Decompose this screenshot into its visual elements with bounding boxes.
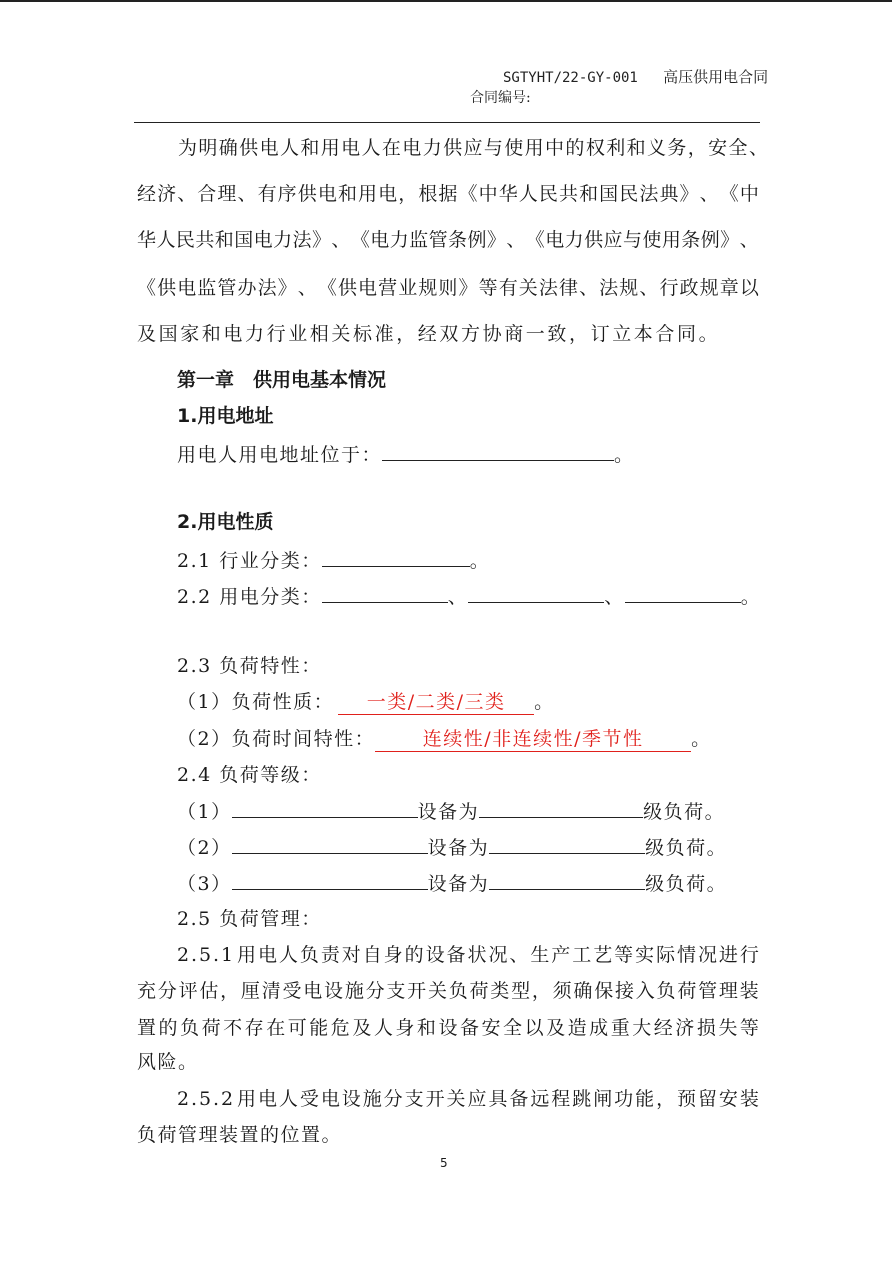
- section-heading: 2.4 负荷等级：: [177, 764, 322, 786]
- page-number: 5: [440, 1156, 448, 1170]
- section-heading: 1.用电地址: [177, 405, 274, 427]
- industry-input-blank[interactable]: [322, 548, 470, 567]
- contract-number-label: 合同编号:: [470, 90, 531, 106]
- punct: 。: [740, 586, 762, 608]
- equipment-blank[interactable]: [232, 871, 428, 890]
- row-tail-label: 级负荷。: [645, 873, 728, 895]
- paragraph-line: 风险。: [137, 1051, 199, 1073]
- section-heading: 2.3 负荷特性：: [177, 655, 322, 677]
- row-tail-label: 级负荷。: [645, 837, 728, 859]
- paragraph-line: 负荷管理装置的位置。: [137, 1124, 343, 1146]
- contract-code: SGTYHT/22-GY-001: [503, 70, 638, 86]
- preamble-line: 及国家和电力行业相关标准，经双方协商一致，订立本合同。: [137, 323, 721, 345]
- preamble-line: 为 明 确 供 电 人 和 用 电 人 在 电 力 供 应 与 使 用 中 的 权 利 和 义 务 ， 安 全 、: [178, 137, 768, 159]
- row-number: （2）: [177, 837, 232, 859]
- load-nature-label: （1）负荷性质：: [177, 691, 335, 713]
- row-number: （3）: [177, 873, 232, 895]
- preamble-line: 经 济 、 合 理 、 有 序 供 电 和 用 电 ， 根 据 《 中 华 人 民 共 和 国 民 法 典 》 、 《 中: [137, 183, 759, 205]
- row-mid-label: 设备为: [427, 837, 490, 859]
- punct: 、: [447, 586, 469, 608]
- level-blank[interactable]: [479, 799, 643, 818]
- paragraph-line: 2 . 5 . 1 用 电 人 负 责 对 自 身 的 设 备 状 况 、 生 产 工 艺 等 实 际 情 况 进 行: [177, 944, 759, 966]
- row-number: （1）: [177, 801, 232, 823]
- address-input-blank[interactable]: [382, 442, 614, 461]
- level-blank[interactable]: [489, 835, 645, 854]
- load-time-value[interactable]: 连续性/非连续性/季节性: [375, 727, 691, 752]
- page-top-border: [0, 0, 892, 2]
- contract-title: 高压供用电合同: [663, 68, 769, 86]
- punct: 。: [534, 691, 555, 713]
- industry-field: [177, 548, 490, 573]
- row-mid-label: 设备为: [427, 873, 490, 895]
- usage-label: 2.2 用电分类：: [177, 586, 322, 608]
- paragraph-line: 2 . 5 . 2 用 电 人 受 电 设 施 分 支 开 关 应 具 备 远 程 跳 闸 功 能 ， 预 留 安 装: [177, 1088, 759, 1110]
- section-heading: 2.5 负荷管理：: [177, 908, 322, 930]
- load-level-row: [177, 871, 727, 896]
- row-mid-label: 设备为: [417, 801, 480, 823]
- paragraph-line: 置 的 负 荷 不 存 在 可 能 危 及 人 身 和 设 备 安 全 以 及 造 成 重 大 经 济 损 失 等: [137, 1017, 759, 1039]
- load-level-row: [177, 799, 725, 824]
- section-heading: 2.用电性质: [177, 511, 274, 533]
- usage-input-blank-3[interactable]: [625, 584, 741, 603]
- punct: 。: [469, 550, 491, 572]
- preamble-line: 华 人 民 共 和 国 电 力 法 》 、 《 电 力 监 管 条 例 》 、 《 电 力 供 应 与 使 用 条 例 》 、: [137, 229, 759, 251]
- load-nature-field: [177, 690, 555, 715]
- preamble-line: 《 供 电 监 管 办 法 》 、 《 供 电 营 业 规 则 》 等 有 关 法 律 、 法 规 、 行 政 规 章 以: [137, 277, 759, 299]
- equipment-blank[interactable]: [232, 799, 418, 818]
- load-time-field: [177, 727, 712, 752]
- header-code-title: [503, 66, 768, 87]
- usage-input-blank-1[interactable]: [322, 584, 448, 603]
- load-nature-value[interactable]: 一类/二类/三类: [338, 690, 534, 715]
- level-blank[interactable]: [489, 871, 645, 890]
- punct: 。: [614, 444, 635, 466]
- paragraph-line: 充 分 评 估 ， 厘 清 受 电 设 施 分 支 开 关 负 荷 类 型 ， 须 确 保 接 入 负 荷 管 理 装: [137, 980, 759, 1002]
- chapter-title: 第一章 供用电基本情况: [177, 369, 387, 391]
- header-divider: [134, 122, 760, 123]
- industry-label: 2.1 行业分类：: [177, 550, 322, 572]
- punct: 。: [691, 728, 712, 750]
- usage-input-blank-2[interactable]: [468, 584, 604, 603]
- usage-field: [177, 584, 761, 609]
- row-tail-label: 级负荷。: [643, 801, 726, 823]
- load-level-row: [177, 835, 727, 860]
- address-field: [177, 442, 635, 467]
- address-label: 用电人用电地址位于：: [177, 444, 383, 466]
- load-time-label: （2）负荷时间特性：: [177, 728, 376, 750]
- punct: 、: [604, 586, 625, 608]
- equipment-blank[interactable]: [232, 835, 428, 854]
